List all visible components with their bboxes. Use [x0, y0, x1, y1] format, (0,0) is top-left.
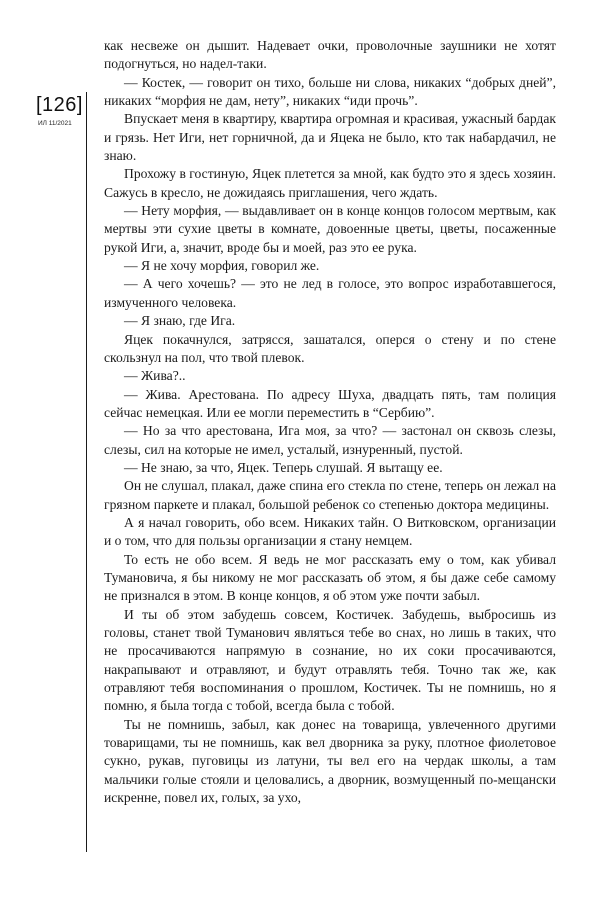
- paragraph: — Жива?..: [124, 368, 186, 384]
- paragraph: — Не знаю, за что, Яцек. Теперь слушай. Я вытащу ее.: [124, 459, 443, 475]
- paragraph: — Но за что арестована, Ига моя, за что? — застонал он сквозь слезы, слезы, сил на которые не имел, усталый, изнуренный, пустой.: [104, 423, 556, 457]
- paragraph: — Костек, — говорит он тихо, больше ни слова, никаких “добрых дней”, никаких “морфия не дам, нету”, никаких “иди прочь”.: [104, 74, 556, 109]
- paragraph: как несвеже он дышит. Надевает очки, проволочные заушники не хотят подогнуться, но надел-таки.: [104, 38, 556, 72]
- paragraph: — Жива. Арестована. По адресу Шуха, двадцать пять, там полиция сейчас немецкая. Или ее могли переместить в “Сербию”.: [104, 386, 556, 420]
- body-text: [104, 37, 556, 807]
- issue-label: ИЛ 11/2021: [38, 120, 72, 127]
- paragraph: То есть не обо всем. Я ведь не мог рассказать ему о том, как убивал Тумановича, я бы никому не мог рассказать об этом, я бы даже себе самому не признался в этом. В конце концов, я об этом уже почти забыл.: [104, 551, 556, 604]
- paragraph: А я начал говорить, обо всем. Никаких тайн. О Витковском, организации и о том, что для пользы организации я стану немцем.: [104, 514, 556, 549]
- paragraph: Он не слушал, плакал, даже спина его стекла по стене, теперь он лежал на грязном паркете и плакал, большой ребенок со степенью доктора медицины.: [104, 478, 556, 512]
- paragraph: — Я не хочу морфия, говорил же.: [124, 258, 320, 274]
- paragraph: — Я знаю, где Ига.: [124, 313, 236, 329]
- paragraph: И ты об этом забудешь совсем, Костичек. Забудешь, выбросишь из головы, станет твой Туманович являться тебе во снах, но лишь в таких, что не просачиваются напрямую в сознание, но их соки просачиваются, накрапывают и отравляют, и будут отравлять тебя. Точно так же, как отравляют тебя воспоминания о прошлом, Костичек. Ты не помнишь, но я помню, я была тогда с тобой, всегда была с тобой.: [104, 606, 556, 714]
- paragraph: — А чего хочешь? — это не лед в голосе, это вопрос изработавшегося, измученного человека.: [104, 276, 556, 310]
- paragraph: Прохожу в гостиную, Яцек плетется за мной, как будто это я здесь хозяин. Сажусь в кресло, не дожидаясь приглашения, чего ждать.: [104, 166, 556, 200]
- margin-rule: [86, 92, 87, 852]
- page-number: [126]: [36, 94, 83, 116]
- paragraph: Впускает меня в квартиру, квартира огромная и красивая, ужасный бардак и грязь. Нет Иги, нет горничной, да и Яцека не было, кто так набардачил, не знаю.: [104, 111, 556, 164]
- paragraph: — Нету морфия, — выдавливает он в конце концов голосом мертвым, как мертвы эти сухие цветы в комнате, довоенные цветы, цветы, посаженные рукой Иги, а, значит, вроде бы и моей, раз это ее рука.: [104, 203, 556, 255]
- paragraph: Яцек покачнулся, затрясся, зашатался, оперся о стену и по стене скользнул на пол, что твой плевок.: [104, 331, 556, 365]
- paragraph: Ты не помнишь, забыл, как донес на товарища, увлеченного другими товарищами, ты не помнишь, как вел дворника за руку, плотное фиолетовое сукно, рукав, пуговицы из латуни, ты вел его на чердак школы, а там мальчики голые стояли и целовались, а дворник, возмущенный по-мещански искренне, повел их, голых, за ухо,: [104, 716, 556, 806]
